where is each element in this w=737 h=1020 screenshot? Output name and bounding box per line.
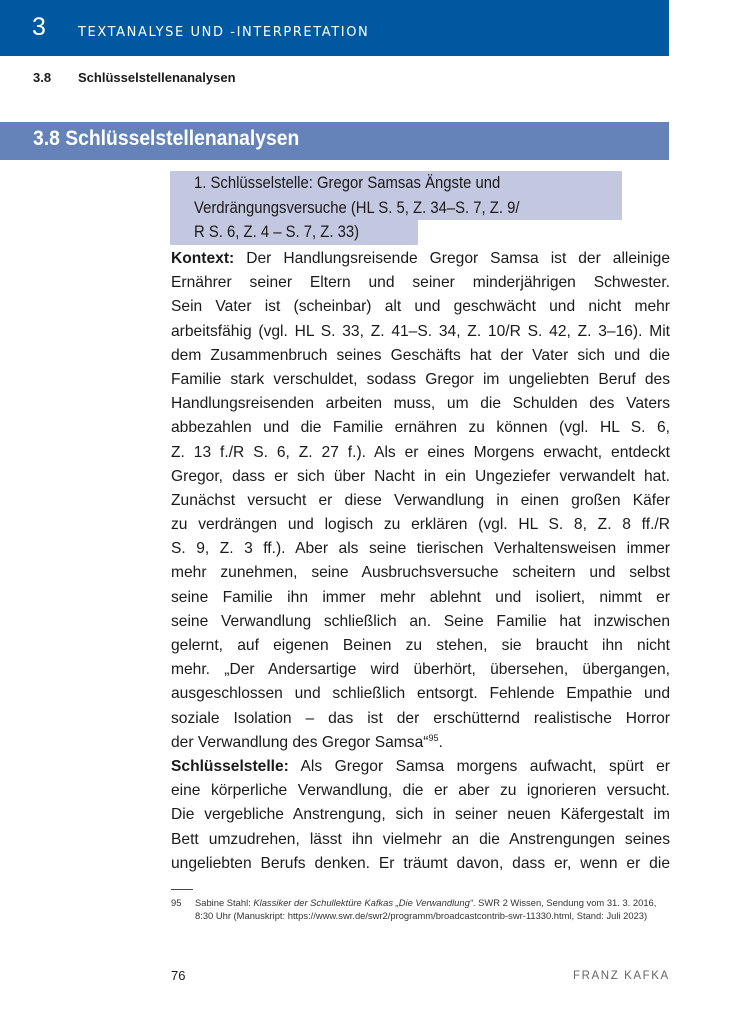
body-line: Zunächst versucht er diese Verwandlung in einen großen Käfer bbox=[171, 491, 670, 509]
body-line: gelernt, auf eigenen Beinen zu stehen, sie braucht ihn nicht bbox=[171, 637, 670, 654]
key-passage-heading bbox=[170, 171, 622, 245]
body-line: Ernährer seiner Eltern und seiner minderjährigen Schwester. bbox=[171, 274, 670, 292]
body-line: Sein Vater ist (scheinbar) alt und geschwächt und nicht mehr bbox=[171, 298, 670, 316]
footnote-ref[interactable]: 95 bbox=[428, 732, 439, 743]
chapter-title: TEXTANALYSE UND -INTERPRETATION bbox=[78, 25, 370, 40]
footnote bbox=[171, 897, 671, 922]
running-section-number: 3.8 bbox=[33, 70, 52, 85]
footnote-number: 95 bbox=[171, 897, 182, 908]
context-label: Kontext: bbox=[171, 250, 235, 267]
body-line: seine Familie ihn immer mehr ablehnt und isoliert, nimmt er bbox=[171, 588, 670, 606]
chapter-number: 3 bbox=[32, 13, 46, 41]
body-line: ausgeschlossen und schließlich entsorgt. Fehlende Empathie und bbox=[171, 685, 670, 703]
footnote-divider bbox=[171, 889, 193, 890]
running-section-title: Schlüsselstellenanalysen bbox=[78, 70, 236, 85]
body-line: abbezahlen und die Familie ernähren zu können (vgl. HL S. 6, bbox=[171, 419, 670, 437]
key-passage-line: 1. Schlüsselstelle: Gregor Samsas Ängste und bbox=[170, 171, 622, 196]
body-line: der Verwandlung des Gregor Samsa“$^{95}$. bbox=[171, 732, 443, 751]
running-head bbox=[33, 70, 236, 85]
body-line: mehr zunehmen, seine Ausbruchsversuche scheitern und selbst bbox=[171, 564, 670, 582]
body-line: dem Zusammenbruch seines Geschäfts hat der Vater sich und die bbox=[171, 346, 670, 364]
body-line: eine körperliche Verwandlung, die er aber zu ignorieren versucht. bbox=[171, 782, 670, 800]
chapter-header-bar bbox=[0, 0, 669, 56]
body-line: Die vergebliche Anstrengung, sich in seiner neuen Käfergestalt im bbox=[171, 806, 670, 824]
body-line: arbeitsfähig (vgl. HL S. 33, Z. 41–S. 34, Z. 10/R S. 42, Z. 3–16). Mit bbox=[171, 322, 670, 340]
body-line: mehr. „Der Andersartige wird überhört, übersehen, übergangen, bbox=[171, 661, 670, 679]
key-label: Schlüsselstelle: bbox=[171, 757, 289, 775]
section-heading-band bbox=[0, 122, 669, 160]
key-passage-line: Verdrängungsversuche (HL S. 5, Z. 34–S. 7, Z. 9/ bbox=[170, 196, 622, 221]
body-line: Schlüsselstelle: Als Gregor Samsa morgens aufwacht, spürt er bbox=[171, 757, 670, 775]
body-line: Kontext: Der Handlungsreisende Gregor Samsa ist der alleinige bbox=[171, 250, 670, 267]
body-text bbox=[171, 247, 670, 876]
body-line: soziale Isolation – das ist der erschütternd realistische Horror bbox=[171, 709, 670, 727]
body-line: ungeliebten Berufs denken. Er träumt davon, dass er, wenn er die bbox=[171, 854, 670, 872]
key-passage-line: R S. 6, Z. 4 – S. 7, Z. 33) bbox=[170, 220, 418, 245]
page-number: 76 bbox=[171, 968, 186, 983]
body-line: Gregor, dass er sich über Nacht in ein Ungeziefer verwandelt hat. bbox=[171, 467, 670, 485]
body-line: Bett umzudrehen, lässt ihn vielmehr an die Anstrengungen seines bbox=[171, 830, 670, 848]
body-line: Z. 13 f./R S. 6, Z. 27 f.). Als er eines Morgens erwacht, entdeckt bbox=[171, 443, 670, 461]
body-line: zu verdrängen und logisch zu erklären (vgl. HL S. 8, Z. 8 ff./R bbox=[171, 516, 670, 534]
body-line: seine Verwandlung schließlich an. Seine Familie hat inzwischen bbox=[171, 612, 670, 630]
body-line: Handlungsreisenden arbeiten muss, um die Schulden des Vaters bbox=[171, 395, 670, 413]
body-line: Familie stark verschuldet, sodass Gregor im ungeliebten Beruf des bbox=[171, 370, 670, 388]
body-line: S. 9, Z. 3 ff.). Aber als seine tierischen Verhaltensweisen immer bbox=[171, 540, 670, 558]
section-title: 3.8 Schlüsselstellenanalysen bbox=[33, 127, 300, 150]
footer-author: FRANZ KAFKA bbox=[573, 970, 670, 982]
footnote-text: Sabine Stahl: Klassiker der Schullektüre Kafkas „Die Verwandlung“. SWR 2 Wissen, Sendung vom 31. 3. 2016, 8:30 Uhr (Manuskript: https://www.swr.de/swr2/programm/broadcastcontrib-swr-11330.html, Stand: Juli 2023) bbox=[195, 897, 657, 921]
